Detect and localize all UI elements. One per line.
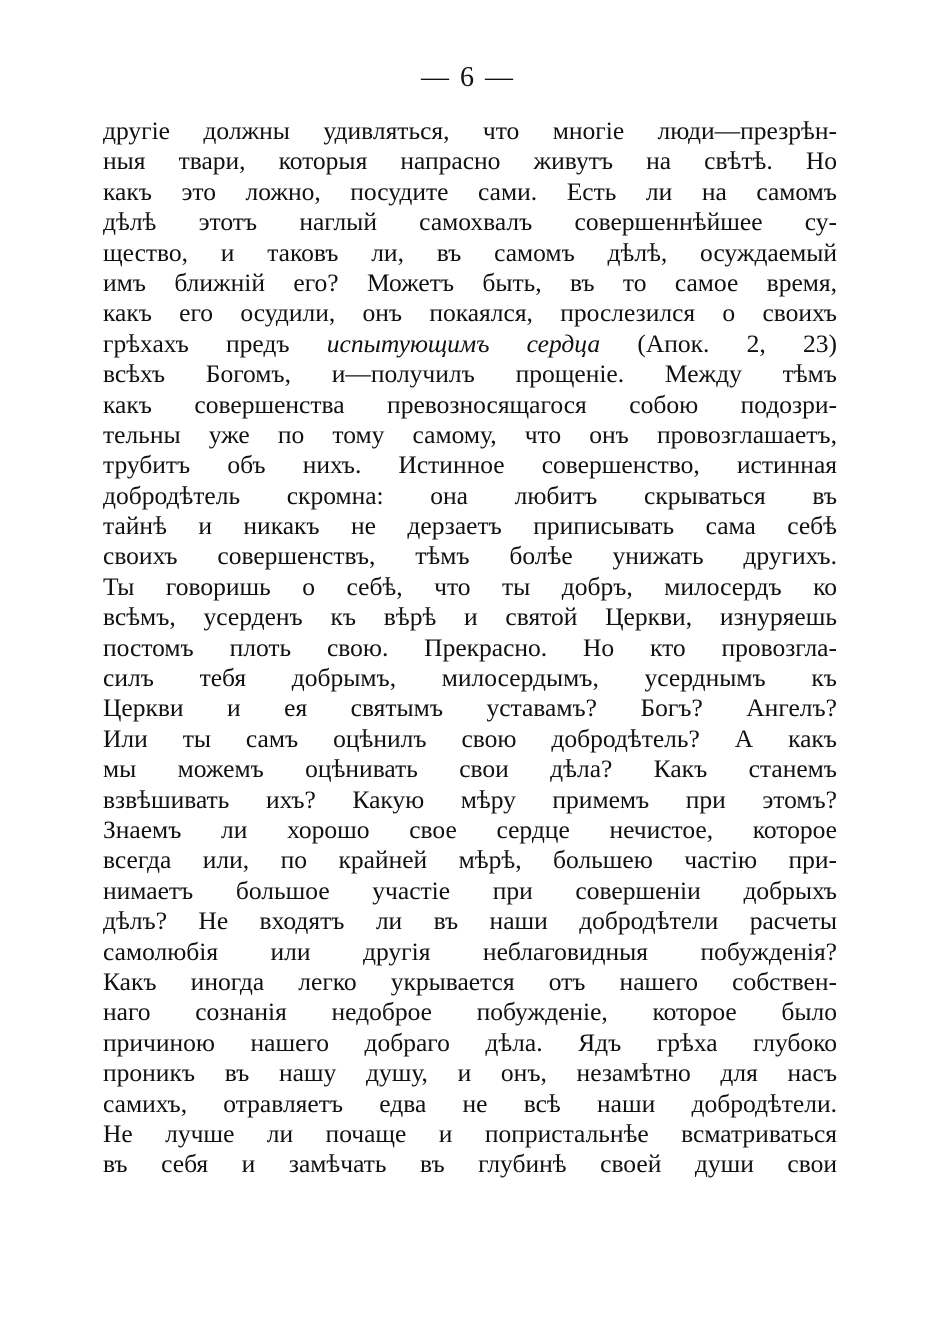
text-line: самолюбія или другія неблаговидныя побужденія? <box>103 936 837 966</box>
text-line: какъ совершенства превозносящагося собою подозри- <box>103 389 837 419</box>
text-line: самихъ, отравляетъ едва не всѣ наши добродѣтели. <box>103 1088 837 1118</box>
text-line: взвѣшивать ихъ? Какую мѣру примемъ при этомъ? <box>103 784 837 814</box>
text-line: всегда или, по крайней мѣрѣ, большею частію при- <box>103 845 837 875</box>
text-line: наго сознанія недоброе побужденіе, которое было <box>103 997 837 1027</box>
text-line: постомъ плоть свою. Прекрасно. Но кто провозгла- <box>103 632 837 662</box>
text-line: всѣмъ, усерденъ къ вѣрѣ и святой Церкви, изнуряешь <box>103 602 837 632</box>
text-line: причиною нашего добраго дѣла. Ядъ грѣха глубоко <box>103 1027 837 1057</box>
text-line: какъ это ложно, посудите сами. Есть ли на самомъ <box>103 176 837 206</box>
text-line: своихъ совершенствъ, тѣмъ болѣе унижать другихъ. <box>103 541 837 571</box>
italic-quote: испытующимъ сердца <box>326 328 601 358</box>
text-line: ныя твари, которыя напрасно живутъ на свѣтѣ. Но <box>103 146 837 176</box>
text-line: другіе должны удивляться, что многіе люди—презрѣн- <box>103 116 837 145</box>
text-segment: грѣхахъ предъ <box>103 328 327 358</box>
text-line: трубитъ объ нихъ. Истинное совершенство, истинная <box>103 450 837 480</box>
text-line: тельны уже по тому самому, что онъ провозглашаетъ, <box>103 419 837 449</box>
bible-reference: (Апок. 2, 23) <box>600 328 837 358</box>
text-line: силъ тебя добрымъ, милосердымъ, усерднымъ къ <box>103 663 837 693</box>
text-line: дѣлъ? Не входятъ ли въ наши добродѣтели расчеты <box>103 906 837 936</box>
text-line: тайнѣ и никакъ не дерзаетъ приписывать сама себѣ <box>103 511 837 541</box>
text-line: Церкви и ея святымъ уставамъ? Богъ? Ангелъ? <box>103 693 837 723</box>
text-line: мы можемъ оцѣнивать свои дѣла? Какъ станемъ <box>103 754 837 784</box>
text-line: какъ его осудили, онъ покаялся, прослезился о своихъ <box>103 298 837 328</box>
text-line: Знаемъ ли хорошо свое сердце нечистое, которое <box>103 814 837 844</box>
text-line: Какъ иногда легко укрывается отъ нашего собствен- <box>103 966 837 996</box>
text-line: добродѣтель скромна: она любитъ скрываться въ <box>103 480 837 510</box>
text-line: всѣхъ Богомъ, и—получилъ прощеніе. Между тѣмъ <box>103 359 837 389</box>
text-line: нимаетъ большое участіе при совершеніи добрыхъ <box>103 875 837 905</box>
text-line: Ты говоришь о себѣ, что ты добръ, милосердъ ко <box>103 571 837 601</box>
text-line: Не лучше ли почаще и попристальнѣе всматриваться <box>103 1118 837 1148</box>
text-line: проникъ въ нашу душу, и онъ, незамѣтно для насъ <box>103 1058 837 1088</box>
text-line: Или ты самъ оцѣнилъ свою добродѣтель? А какъ <box>103 723 837 753</box>
text-line: въ себя и замѣчать въ глубинѣ своей души свои <box>103 1149 837 1179</box>
text-line: щество, и таковъ ли, въ самомъ дѣлѣ, осуждаемый <box>103 237 837 267</box>
body-text <box>103 116 837 1180</box>
page-number: — 6 — <box>421 62 515 93</box>
text-line-with-citation <box>103 329 837 359</box>
text-line: дѣлѣ этотъ наглый самохвалъ совершеннѣйшее су- <box>103 207 837 237</box>
text-line: имъ ближній его? Можетъ быть, въ то самое время, <box>103 267 837 297</box>
